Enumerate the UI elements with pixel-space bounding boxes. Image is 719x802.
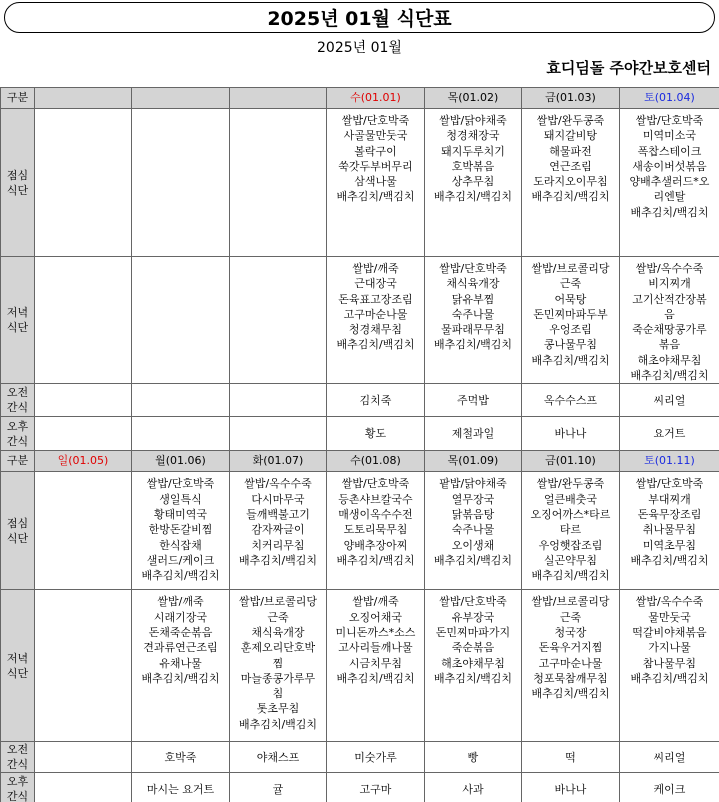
day-header-row bbox=[1, 451, 719, 472]
label-line: 간식 bbox=[6, 790, 29, 802]
menu-item: 연근조림 bbox=[549, 159, 592, 173]
label-line: 간식 bbox=[6, 434, 29, 448]
menu-cell bbox=[620, 590, 719, 742]
pm-snack-label bbox=[1, 417, 35, 451]
menu-item: 음 bbox=[664, 307, 675, 321]
menu-item: 고기산적간장볶 bbox=[632, 292, 707, 306]
menu-item: 미역미소국 bbox=[642, 129, 697, 143]
menu-cell bbox=[132, 109, 230, 257]
menu-item: 쌀밥/단호박죽 bbox=[341, 114, 410, 127]
menu-item: 쌀밥/단호박죽 bbox=[439, 262, 507, 275]
snack-cell bbox=[230, 417, 327, 451]
menu-cell bbox=[425, 590, 522, 742]
snack-cell: 마시는 요거트 bbox=[132, 773, 230, 802]
menu-cell bbox=[425, 257, 522, 384]
menu-cell bbox=[327, 590, 425, 742]
meal-plan-table bbox=[0, 87, 719, 802]
day-header: 금(01.10) bbox=[522, 451, 620, 472]
menu-title: 2025년 01월 식단표 bbox=[4, 2, 715, 33]
menu-item: 침 bbox=[272, 687, 284, 701]
am-snack-row bbox=[1, 384, 719, 417]
snack-cell: 옥수수스프 bbox=[522, 384, 620, 417]
menu-item: 가지나물 bbox=[648, 641, 691, 655]
menu-item: 다시마무국 bbox=[251, 492, 305, 506]
day-header: 목(01.09) bbox=[425, 451, 522, 472]
menu-item: 부대찌개 bbox=[648, 492, 691, 506]
menu-item: 우엉조림 bbox=[549, 323, 592, 337]
day-header: 수(01.08) bbox=[327, 451, 425, 472]
menu-item: 톳초무침 bbox=[256, 702, 300, 716]
menu-item: 배추김치/백김치 bbox=[630, 671, 709, 685]
snack-cell bbox=[35, 417, 132, 451]
menu-item: 근대장국 bbox=[354, 277, 397, 291]
day-header bbox=[230, 88, 327, 109]
menu-item: 쌀밥/완두콩죽 bbox=[536, 477, 605, 491]
menu-item: 근죽 bbox=[559, 277, 582, 291]
label-line: 식단 bbox=[6, 321, 29, 335]
menu-item: 오이생채 bbox=[451, 538, 495, 552]
menu-item: 리엔탈 bbox=[653, 190, 686, 204]
menu-item: 배추김치/백김치 bbox=[531, 569, 610, 583]
snack-cell bbox=[35, 742, 132, 773]
menu-cell bbox=[132, 590, 230, 742]
menu-item: 들깨백불고기 bbox=[246, 507, 310, 521]
menu-item: 한방돈갈비찜 bbox=[148, 523, 213, 537]
menu-item: 쌀밥/완두콩죽 bbox=[536, 114, 605, 127]
menu-item: 배추김치/백김치 bbox=[238, 553, 318, 567]
menu-item: 새송이버섯볶음 bbox=[632, 159, 707, 173]
month-subtitle: 2025년 01월 bbox=[317, 40, 402, 56]
snack-cell: 바나나 bbox=[522, 417, 620, 451]
label-line: 식단 bbox=[6, 183, 29, 197]
menu-item: 쌀밥/단호박죽 bbox=[146, 477, 215, 491]
menu-item: 치커리무침 bbox=[251, 538, 305, 552]
menu-item: 볼락구이 bbox=[354, 144, 397, 158]
menu-cell bbox=[327, 257, 425, 384]
menu-item: 어묵탕 bbox=[554, 292, 587, 306]
menu-cell bbox=[327, 472, 425, 590]
menu-item: 매생이옥수수전 bbox=[338, 507, 413, 521]
menu-item: 고사리들깨나물 bbox=[338, 641, 413, 655]
category-header: 구분 bbox=[1, 88, 35, 109]
snack-cell: 바나나 bbox=[522, 773, 620, 802]
menu-item: 쌀밥/깨죽 bbox=[352, 595, 399, 609]
menu-item: 도라지오이무침 bbox=[533, 175, 608, 189]
label-line: 점심 bbox=[6, 168, 29, 182]
menu-item: 닭유부찜 bbox=[451, 292, 495, 306]
day-header: 목(01.02) bbox=[425, 88, 522, 109]
menu-item: 쌀밥/닭야채죽 bbox=[439, 114, 507, 127]
menu-cell bbox=[230, 109, 327, 257]
menu-item: 호박볶음 bbox=[451, 159, 495, 173]
menu-item: 쌀밥/옥수수죽 bbox=[635, 262, 704, 275]
menu-item: 폭찹스테이크 bbox=[637, 144, 702, 158]
menu-cell bbox=[230, 472, 327, 590]
menu-item: 배추김치/백김치 bbox=[336, 553, 415, 567]
menu-item: 근죽 bbox=[559, 610, 582, 624]
menu-item: 감자짜글이 bbox=[251, 523, 305, 537]
snack-cell bbox=[230, 384, 327, 417]
menu-item: 청포묵참깨무침 bbox=[533, 671, 608, 685]
menu-item: 배추김치/백김치 bbox=[238, 717, 318, 731]
menu-item: 타르 bbox=[559, 523, 582, 537]
menu-item: 배추김치/백김치 bbox=[433, 553, 513, 567]
menu-item: 돈민찌마파두부 bbox=[533, 307, 608, 321]
label-line: 점심 bbox=[6, 516, 29, 530]
snack-cell: 김치죽 bbox=[327, 384, 425, 417]
menu-item: 쌀밥/브로콜리당 bbox=[531, 262, 610, 275]
menu-item: 닭볶음탕 bbox=[451, 507, 495, 521]
dinner-label bbox=[1, 590, 35, 742]
menu-item: 참나물무침 bbox=[642, 656, 697, 670]
snack-cell: 고구마 bbox=[327, 773, 425, 802]
menu-item: 쌀밥/깨죽 bbox=[157, 595, 204, 609]
day-header: 금(01.03) bbox=[522, 88, 620, 109]
lunch-label bbox=[1, 109, 35, 257]
menu-item: 샐러드/케이크 bbox=[146, 553, 215, 567]
menu-cell bbox=[230, 257, 327, 384]
menu-item: 배추김치/백김치 bbox=[630, 369, 709, 383]
menu-cell bbox=[35, 590, 132, 742]
menu-item: 얼큰배춧국 bbox=[543, 492, 598, 506]
menu-item: 돈민찌마파가지 bbox=[435, 625, 511, 639]
day-header bbox=[132, 88, 230, 109]
menu-item: 채식육개장 bbox=[446, 277, 500, 291]
menu-cell bbox=[620, 472, 719, 590]
menu-item: 해초야채무침 bbox=[441, 656, 505, 670]
menu-item: 열무장국 bbox=[451, 492, 495, 506]
menu-item: 해초야채무침 bbox=[637, 353, 702, 367]
menu-item: 물만둣국 bbox=[648, 610, 691, 624]
label-line: 간식 bbox=[6, 758, 29, 772]
menu-item: 쌀밥/단호박죽 bbox=[635, 477, 704, 491]
label-line: 간식 bbox=[6, 401, 29, 415]
menu-item: 해물파전 bbox=[549, 144, 592, 158]
menu-item: 오징어채국 bbox=[348, 610, 403, 624]
menu-item: 황태미역국 bbox=[153, 507, 208, 521]
snack-cell: 씨리얼 bbox=[620, 384, 719, 417]
menu-item: 상추무침 bbox=[451, 175, 495, 189]
day-header: 일(01.05) bbox=[35, 451, 132, 472]
menu-item: 숙주나물 bbox=[451, 307, 495, 321]
snack-cell bbox=[35, 384, 132, 417]
menu-item: 돈육우거지찜 bbox=[538, 641, 603, 655]
menu-item: 채식육개장 bbox=[251, 625, 305, 639]
snack-cell bbox=[132, 384, 230, 417]
menu-item: 배추김치/백김치 bbox=[141, 569, 220, 583]
snack-cell: 떡 bbox=[522, 742, 620, 773]
menu-item: 시금치무침 bbox=[348, 656, 403, 670]
am-snack-label bbox=[1, 384, 35, 417]
menu-item: 견과류연근조림 bbox=[143, 641, 218, 655]
menu-cell bbox=[522, 590, 620, 742]
menu-item: 마늘종콩가루무 bbox=[240, 671, 316, 685]
menu-item: 고구마순나물 bbox=[538, 656, 603, 670]
menu-item: 오징어까스*타르 bbox=[530, 507, 611, 521]
menu-item: 쑥갓두부버무리 bbox=[338, 159, 413, 173]
menu-item: 찜 bbox=[272, 656, 284, 670]
menu-item: 배추김치/백김치 bbox=[433, 671, 513, 685]
menu-item: 죽순볶음 bbox=[451, 641, 495, 655]
menu-item: 콩나물무침 bbox=[543, 338, 598, 352]
menu-item: 취나물무침 bbox=[642, 523, 697, 537]
snack-cell: 빵 bbox=[425, 742, 522, 773]
menu-item: 미역초무침 bbox=[642, 538, 697, 552]
menu-item: 양배추샐러드*오 bbox=[629, 175, 710, 189]
lunch-row bbox=[1, 472, 719, 590]
center-name: 효디딤돌 주야간보호센터 bbox=[546, 59, 711, 77]
day-header: 수(01.01) bbox=[327, 88, 425, 109]
label-line: 오후 bbox=[6, 419, 29, 433]
menu-cell bbox=[35, 257, 132, 384]
pm-snack-row bbox=[1, 417, 719, 451]
menu-item: 우엉햇잡조림 bbox=[538, 538, 603, 552]
menu-item: 배추김치/백김치 bbox=[336, 671, 415, 685]
label-line: 오전 bbox=[6, 743, 29, 757]
lunch-row bbox=[1, 109, 719, 257]
menu-cell bbox=[522, 257, 620, 384]
menu-cell bbox=[132, 472, 230, 590]
dinner-row bbox=[1, 590, 719, 742]
snack-cell: 요거트 bbox=[620, 417, 719, 451]
menu-item: 돼지갈비탕 bbox=[543, 129, 598, 143]
menu-cell bbox=[425, 472, 522, 590]
menu-item: 배추김치/백김치 bbox=[433, 338, 513, 352]
snack-cell: 황도 bbox=[327, 417, 425, 451]
day-header: 토(01.04) bbox=[620, 88, 719, 109]
day-header: 화(01.07) bbox=[230, 451, 327, 472]
snack-cell: 제철과일 bbox=[425, 417, 522, 451]
pm-snack-label bbox=[1, 773, 35, 802]
label-line: 식단 bbox=[6, 666, 29, 680]
menu-item: 등촌샤브칼국수 bbox=[338, 492, 413, 506]
menu-item: 쌀밥/깨죽 bbox=[352, 262, 399, 275]
day-header bbox=[35, 88, 132, 109]
menu-item: 돈채죽순볶음 bbox=[148, 625, 213, 639]
menu-item: 돈육무장조림 bbox=[637, 507, 702, 521]
menu-item: 떡갈비야채볶음 bbox=[632, 625, 707, 639]
dinner-label bbox=[1, 257, 35, 384]
menu-cell bbox=[327, 109, 425, 257]
menu-cell bbox=[522, 109, 620, 257]
menu-item: 볶음 bbox=[658, 338, 681, 352]
menu-item: 실곤약무침 bbox=[543, 553, 598, 567]
menu-item: 숙주나물 bbox=[451, 523, 495, 537]
snack-cell: 씨리얼 bbox=[620, 742, 719, 773]
dinner-row bbox=[1, 257, 719, 384]
menu-item: 근죽 bbox=[267, 610, 289, 624]
menu-item: 쌀밥/단호박죽 bbox=[439, 595, 507, 609]
am-snack-label bbox=[1, 742, 35, 773]
menu-cell bbox=[35, 109, 132, 257]
menu-item: 쌀밥/옥수수죽 bbox=[635, 595, 704, 609]
menu-item: 쌀밥/옥수수죽 bbox=[244, 477, 312, 491]
label-line: 저녁 bbox=[6, 651, 29, 665]
day-header: 월(01.06) bbox=[132, 451, 230, 472]
lunch-label bbox=[1, 472, 35, 590]
menu-item: 배추김치/백김치 bbox=[336, 338, 415, 352]
menu-item: 미니돈까스*소스 bbox=[335, 625, 416, 639]
menu-item: 양배추장아찌 bbox=[343, 538, 408, 552]
menu-item: 청국장 bbox=[554, 625, 587, 639]
menu-item: 사골물만둣국 bbox=[343, 129, 408, 143]
menu-item: 생일특식 bbox=[159, 492, 202, 506]
menu-item: 돈육표고장조림 bbox=[338, 292, 413, 306]
snack-cell bbox=[35, 773, 132, 802]
menu-item: 배추김치/백김치 bbox=[433, 190, 513, 204]
menu-item: 쌀밥/단호박죽 bbox=[635, 114, 704, 127]
menu-item: 배추김치/백김치 bbox=[531, 190, 610, 204]
menu-item: 쌀밥/브로콜리당 bbox=[531, 595, 610, 609]
menu-item: 팥밥/닭야채죽 bbox=[439, 477, 507, 491]
snack-cell: 야채스프 bbox=[230, 742, 327, 773]
label-line: 오전 bbox=[6, 386, 29, 400]
menu-cell bbox=[620, 257, 719, 384]
menu-item: 돼지두루치기 bbox=[441, 144, 505, 158]
day-header-row bbox=[1, 88, 719, 109]
menu-item: 배추김치/백김치 bbox=[141, 671, 220, 685]
menu-item: 도토리묵무침 bbox=[343, 523, 408, 537]
menu-item: 유부장국 bbox=[451, 610, 495, 624]
menu-item: 물파래무무침 bbox=[441, 323, 505, 337]
menu-cell bbox=[620, 109, 719, 257]
category-header: 구분 bbox=[1, 451, 35, 472]
menu-item: 배추김치/백김치 bbox=[531, 353, 610, 367]
menu-item: 청경채장국 bbox=[446, 129, 500, 143]
snack-cell: 케이크 bbox=[620, 773, 719, 802]
menu-cell bbox=[230, 590, 327, 742]
label-line: 저녁 bbox=[6, 306, 29, 320]
menu-cell bbox=[425, 109, 522, 257]
menu-cell bbox=[522, 472, 620, 590]
snack-cell: 귤 bbox=[230, 773, 327, 802]
menu-cell bbox=[35, 472, 132, 590]
snack-cell: 사과 bbox=[425, 773, 522, 802]
menu-item: 배추김치/백김치 bbox=[630, 205, 709, 219]
snack-cell: 호박죽 bbox=[132, 742, 230, 773]
menu-item: 시래기장국 bbox=[153, 610, 208, 624]
menu-item: 쌀밥/브로콜리당 bbox=[238, 595, 318, 609]
menu-item: 한식잡채 bbox=[159, 538, 202, 552]
menu-item: 비지찌개 bbox=[648, 277, 691, 291]
menu-item: 유채나물 bbox=[159, 656, 202, 670]
pm-snack-row bbox=[1, 773, 719, 802]
menu-item: 쌀밥/단호박죽 bbox=[341, 477, 410, 491]
snack-cell bbox=[132, 417, 230, 451]
menu-item: 배추김치/백김치 bbox=[630, 553, 709, 567]
snack-cell: 주먹밥 bbox=[425, 384, 522, 417]
menu-item: 삼색나물 bbox=[354, 175, 397, 189]
menu-item: 고구마순나물 bbox=[343, 307, 408, 321]
menu-cell bbox=[132, 257, 230, 384]
menu-item: 배추김치/백김치 bbox=[531, 687, 610, 701]
am-snack-row bbox=[1, 742, 719, 773]
label-line: 식단 bbox=[6, 531, 29, 545]
snack-cell: 미숫가루 bbox=[327, 742, 425, 773]
menu-item: 죽순채땅콩가루 bbox=[632, 323, 707, 337]
day-header: 토(01.11) bbox=[620, 451, 719, 472]
label-line: 오후 bbox=[6, 775, 29, 789]
menu-item: 훈제오리단호박 bbox=[240, 641, 316, 655]
menu-item: 배추김치/백김치 bbox=[336, 190, 415, 204]
menu-item: 청경채무침 bbox=[348, 323, 403, 337]
